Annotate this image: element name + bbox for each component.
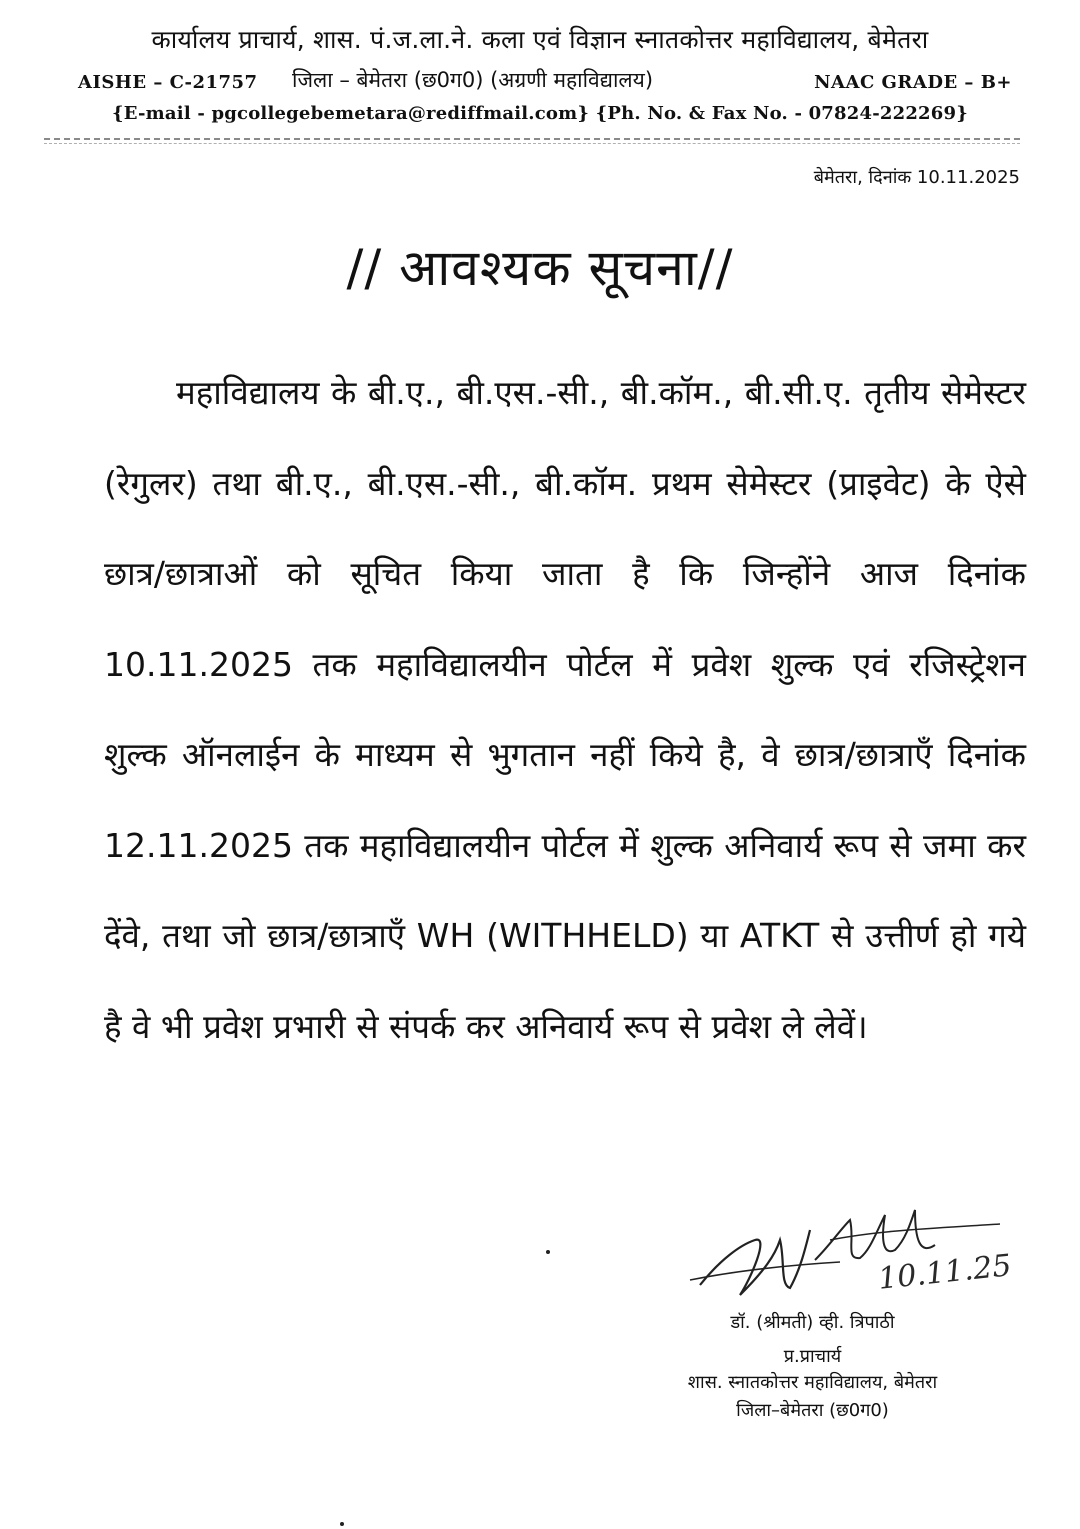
stray-dot (546, 1250, 550, 1254)
date-line: बेमेतरा, दिनांक 10.11.2025 (813, 167, 1020, 188)
naac-grade: NAAC GRADE – B+ (814, 72, 1012, 93)
district-label: जिला – बेमेतरा (छ0ग0) (अग्रणी महाविद्यालय) (292, 68, 654, 92)
letterhead-row (70, 66, 1020, 98)
notice-title: // आवश्यक सूचना// (346, 239, 734, 297)
contact-line: {E-mail - pgcollegebemetara@rediffmail.com} {Ph. No. & Fax No. - 07824-222269} (111, 103, 968, 124)
signature-block (560, 1200, 1080, 1440)
stray-dot (340, 1522, 344, 1526)
divider (44, 138, 1020, 140)
aishe-code: AISHE – C-21757 (78, 72, 258, 93)
signatory-designation: प्र.प्राचार्य (783, 1346, 842, 1367)
notice-body: महाविद्यालय के बी.ए., बी.एस.-सी., बी.कॉम., बी.सी.ए. तृतीय सेमेस्टर (रेगुलर) तथा बी.ए., बी.एस.-सी., बी.कॉम. प्रथम सेमेस्टर (प्राइवेट) के ऐसे छात्र/छात्राओं को सूचित किया जाता है कि जिन्होंने आज दिनांक 10.11.2025 तक महाविद्यालयीन पोर्टल में प्रवेश शुल्क एवं रजिस्ट्रेशन शुल्क ऑनलाईन के माध्यम से भुगतान नहीं किये है, वे छात्र/छात्राएँ दिनांक 12.11.2025 तक महाविद्यालयीन पोर्टल में शुल्क अनिवार्य रूप से जमा कर देंवे, तथा जो छात्र/छात्राएँ WH (WITHHELD) या ATKT से उत्तीर्ण हो गये है वे भी प्रवेश प्रभारी से संपर्क कर अनिवार्य रूप से प्रवेश ले लेवें। (104, 373, 1026, 1046)
signatory-district: जिला–बेमेतरा (छ0ग0) (736, 1400, 889, 1421)
signatory-college: शास. स्नातकोत्तर महाविद्यालय, बेमेतरा (687, 1372, 938, 1393)
divider (44, 143, 1020, 144)
letterhead-title: कार्यालय प्राचार्य, शास. पं.ज.ला.ने. कला एवं विज्ञान स्नातकोत्तर महाविद्यालय, बेमेतरा (151, 25, 929, 54)
signatory-name: डॉ. (श्रीमती) व्ही. त्रिपाठी (730, 1312, 895, 1333)
signature-date: 10.11.25 (876, 1248, 1014, 1297)
